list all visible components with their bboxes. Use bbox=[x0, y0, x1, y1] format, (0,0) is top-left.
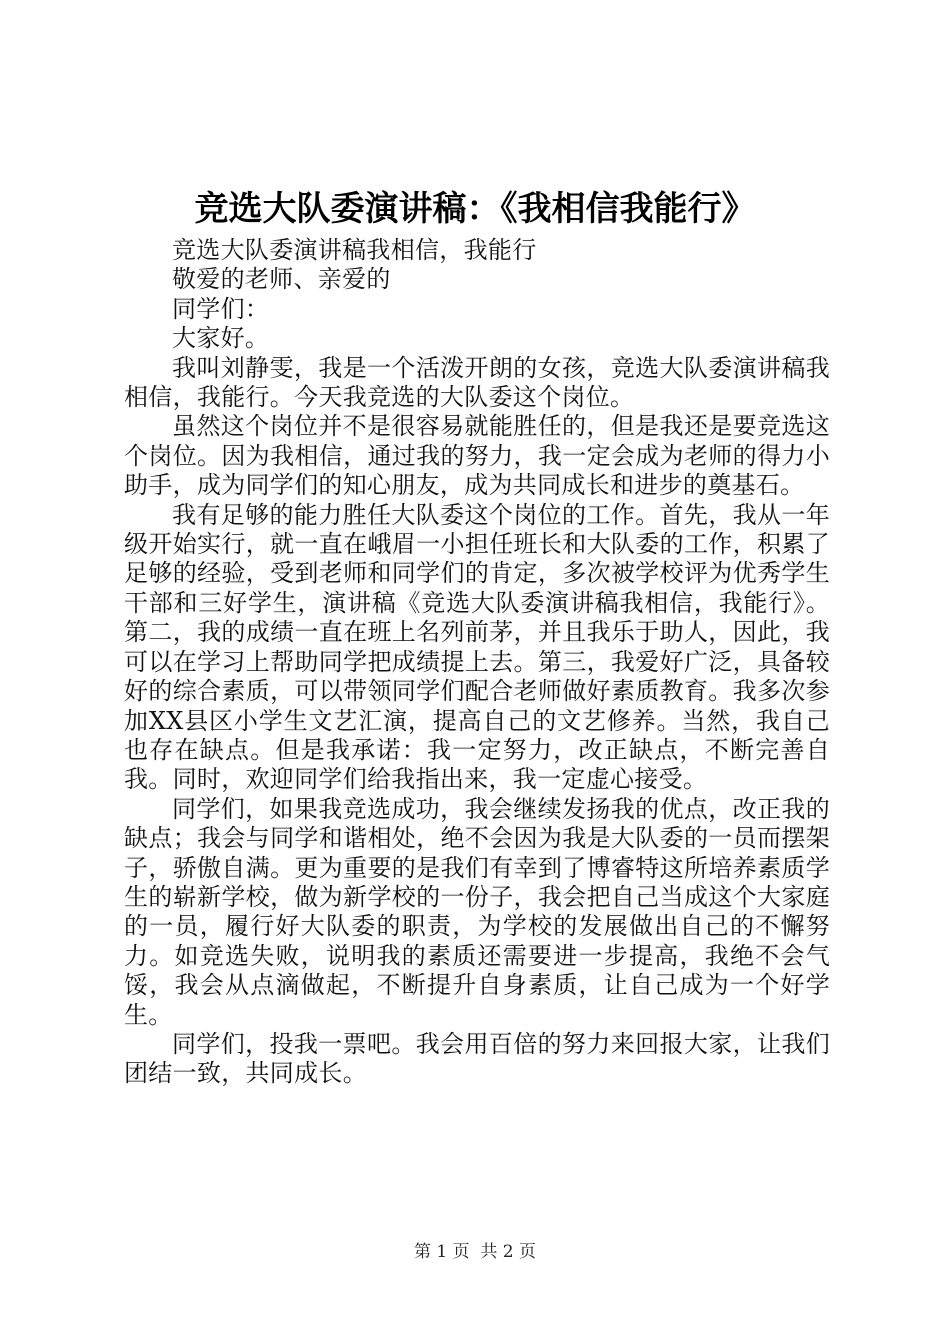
page-footer bbox=[0, 1240, 950, 1264]
paragraph: 虽然这个岗位并不是很容易就能胜任的，但是我还是要竞选这个岗位。因为我相信，通过我的努力，我一定会成为老师的得力小助手，成为同学们的知心朋友，成为共同成长和进步的奠基石。 bbox=[124, 412, 830, 500]
paragraph: 竞选大队委演讲稿我相信，我能行 bbox=[172, 236, 537, 264]
paragraph: 同学们，投我一票吧。我会用百倍的努力来回报大家，让我们团结一致，共同成长。 bbox=[124, 1029, 830, 1088]
paragraph: 敬爱的老师、亲爱的 bbox=[172, 265, 391, 294]
paragraph: 大家好。 bbox=[172, 324, 270, 353]
page-number: 第 1 页 共 2 页 bbox=[413, 1242, 537, 1262]
document-title: 竞选大队委演讲稿：《我相信我能行》 bbox=[194, 189, 756, 229]
paragraph: 我叫刘静雯，我是一个活泼开朗的女孩，竞选大队委演讲稿我相信，我能行。今天我竞选的大队委这个岗位。 bbox=[124, 353, 830, 412]
paragraph: 我有足够的能力胜任大队委这个岗位的工作。首先，我从一年级开始实行，就一直在峨眉一小担任班长和大队委的工作，积累了足够的经验，受到老师和同学们的肯定，多次被学校评为优秀学生干部和三好学生，演讲稿《竞选大队委演讲稿我相信，我能行》。第二，我的成绩一直在班上名列前茅，并且我乐于助人，因此，我可以在学习上帮助同学把成绩提上去。第三，我爱好广泛，具备较好的综合素质，可以带领同学们配合老师做好素质教育。我多次参加XX县区小学生文艺汇演，提高自己的文艺修养。当然，我自己也存在缺点。但是我承诺：我一定努力，改正缺点，不断完善自我。同时，欢迎同学们给我指出来，我一定虚心接受。 bbox=[124, 500, 830, 794]
paragraph: 同学们： bbox=[172, 294, 270, 323]
paragraph: 同学们，如果我竞选成功，我会继续发扬我的优点，改正我的缺点；我会与同学和谐相处，绝不会因为我是大队委的一员而摆架子，骄傲自满。更为重要的是我们有幸到了博睿特这所培养素质学生的崭新学校，做为新学校的一份子，我会把自己当成这个大家庭的一员，履行好大队委的职责，为学校的发展做出自己的不懈努力。如竞选失败，说明我的素质还需要进一步提高，我绝不会气馁，我会从点滴做起，不断提升自身素质，让自己成为一个好学生。 bbox=[124, 794, 830, 1029]
document-body bbox=[124, 236, 830, 1089]
